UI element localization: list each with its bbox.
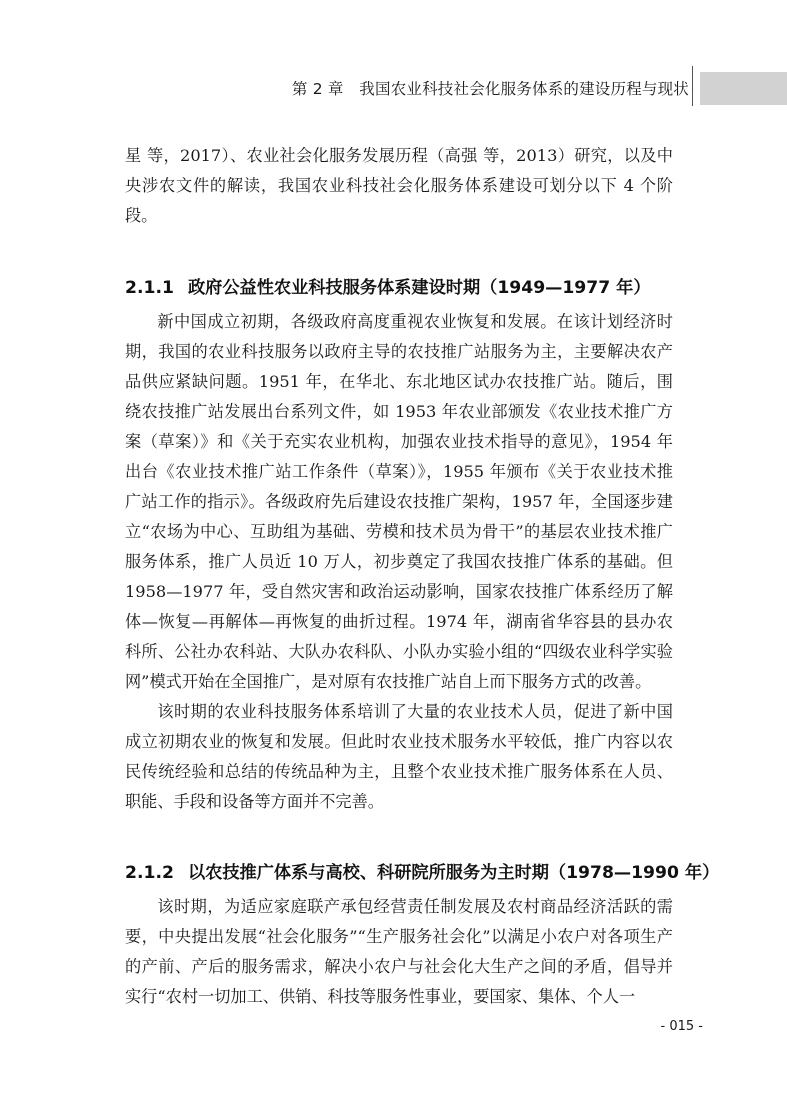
page-content <box>125 141 720 1012</box>
section-title: 政府公益性农业科技服务体系建设时期（1949—1977 年） <box>187 278 651 298</box>
section-title: 以农技推广体系与高校、科研院所服务为主时期（1978—1990 年） <box>187 863 720 883</box>
section-heading-2-1-1 <box>125 274 673 302</box>
header-divider <box>692 66 693 106</box>
body-paragraph: 新中国成立初期，各级政府高度重视农业恢复和发展。在该计划经济时期，我国的农业科技服务以政府主导的农技推广站服务为主，主要解决农产品供应紧缺问题。1951 年，在华北、东北地区试办农技推广站。随后，围绕农技推广站发展出台系列文件，如 1953 年农业部颁发《农业技术推广方案（草案）》和《关于充实农业机构，加强农业技术指导的意见》，1954 年出台《农业技术推广站工作条件（草案）》，1955 年颁布《关于农业技术推广站工作的指示》。各级政府先后建设农技推广架构，1957 年，全国逐步建立“农场为中心、互助组为基础、劳模和技术员为骨干”的基层农业技术推广服务体系，推广人员近 10 万人，初步奠定了我国农技推广体系的基础。但 1958—1977 年，受自然灾害和政治运动影响，国家农技推广体系经历了解体—恢复—再解体—再恢复的曲折过程。1974 年，湖南省华容县的县办农科所、公社办农科站、大队办农科队、小队办实验小组的“四级农业科学实验网”模式开始在全国推广，是对原有农技推广站自上而下服务方式的改善。 <box>125 312 673 691</box>
section-heading-2-1-2 <box>125 859 720 887</box>
page-number: - 015 - <box>660 1019 703 1034</box>
chapter-tab-marker <box>700 72 787 105</box>
intro-paragraph: 星 等，2017）、农业社会化服务发展历程（高强 等，2013）研究，以及中央涉农文件的解读，我国农业科技社会化服务体系建设可划分以下 4 个阶段。 <box>125 146 673 225</box>
section-number: 2.1.2 <box>125 863 174 883</box>
body-paragraph: 该时期，为适应家庭联产承包经营责任制发展及农村商品经济活跃的需要，中央提出发展“社会化服务”“生产服务社会化”以满足小农户对各项生产的产前、产后的服务需求，解决小农户与社会化大生产之间的矛盾，倡导并实行“农村一切加工、供销、科技等服务性事业，要国家、集体、个人一 <box>125 897 673 1006</box>
page-header <box>0 0 787 110</box>
body-paragraph: 该时期的农业科技服务体系培训了大量的农业技术人员，促进了新中国成立初期农业的恢复和发展。但此时农业技术服务水平较低，推广内容以农民传统经验和总结的传统品种为主，且整个农业技术推广服务体系在人员、职能、手段和设备等方面并不完善。 <box>125 702 673 811</box>
section-number: 2.1.1 <box>125 278 174 298</box>
running-head: 第 2 章 我国农业科技社会化服务体系的建设历程与现状 <box>291 80 689 98</box>
